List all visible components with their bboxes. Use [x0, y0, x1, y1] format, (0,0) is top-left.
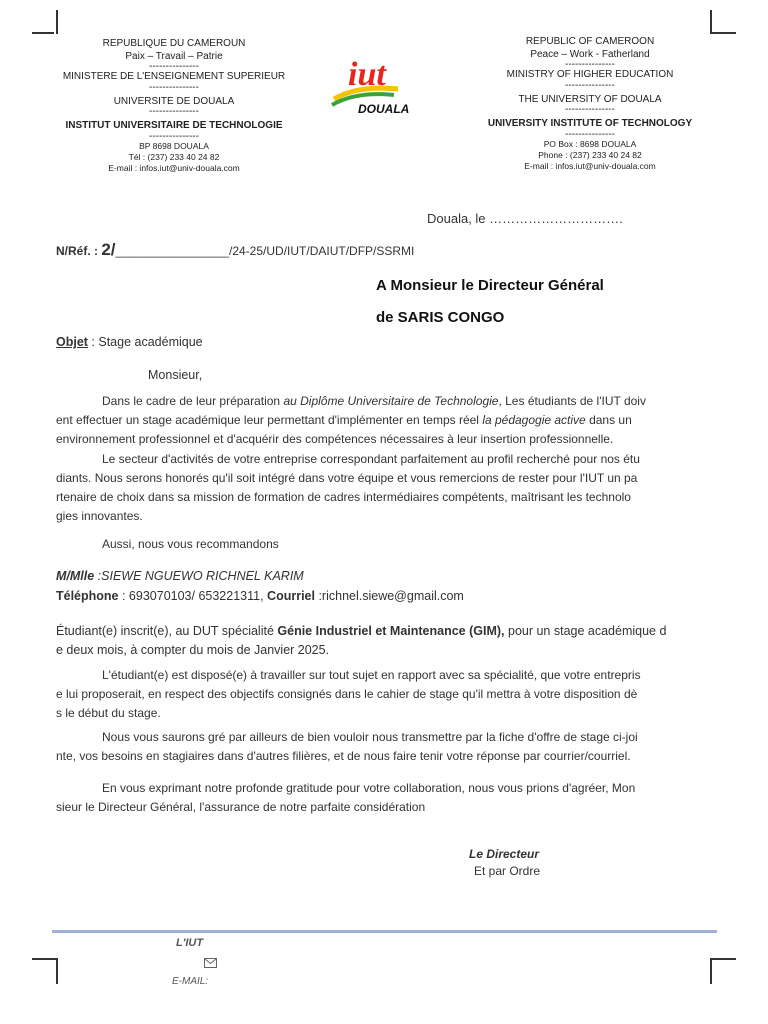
header-english — [470, 36, 710, 172]
paragraph-sector — [56, 450, 716, 526]
header-line: Paix – Travail – Patrie — [125, 50, 223, 62]
corner-mark-top-right — [710, 10, 712, 34]
text-line: e deux mois, à compter du mois de Janvier 2025. — [56, 643, 330, 657]
corner-mark-bottom-right — [710, 958, 712, 984]
logo-city: DOUALA — [358, 102, 410, 116]
corner-mark-top-left — [56, 10, 58, 34]
header-address: BP 8698 DOUALA — [139, 140, 209, 151]
object-text: : Stage académique — [87, 335, 203, 349]
recipient-line-1: A Monsieur le Directeur Général — [376, 277, 604, 294]
header-email: E-mail : infos.iut@univ-douala.com — [524, 160, 656, 171]
corner-mark-bottom-left — [56, 958, 58, 984]
signature-sub: Et par Ordre — [474, 864, 541, 878]
envelope-icon — [204, 958, 217, 968]
student-contact-line — [56, 587, 464, 606]
iut-douala-logo — [328, 55, 412, 119]
student-mail: :richnel.siewe@gmail.com — [314, 589, 464, 603]
student-phone: : 693070103/ 653221311, — [118, 589, 268, 603]
header-separator: --------------- — [565, 128, 615, 140]
text-run: Dans le cadre de leur préparation — [102, 394, 284, 408]
text-line: Le secteur d'activités de votre entreprise correspondant parfaitement au profil recherché pour nos étu — [102, 452, 640, 466]
header-line: MINISTERE DE L'ENSEIGNEMENT SUPERIEUR — [62, 71, 286, 82]
text-run: pour un stage académique d — [504, 624, 667, 638]
text-line: e lui proposerait, en respect des objectifs consignés dans le cahier de stage qu'il mettra à votre disposition dè — [56, 687, 638, 701]
paragraph-request — [56, 728, 716, 766]
text-line: environnement professionnel et d'acquérir des compétences nécessaires à leur insertion professionnelle. — [56, 432, 614, 446]
text-line: En vous exprimant notre profonde gratitude pour votre collaboration, nous vous prions d'agréer, Mon — [102, 781, 636, 795]
text-run: Étudiant(e) inscrit(e), au DUT spécialité — [56, 624, 278, 638]
header-phone: Phone : (237) 233 40 24 82 — [538, 149, 642, 160]
header-separator: --------------- — [565, 104, 615, 115]
header-line: INSTITUT UNIVERSITAIRE DE TECHNOLOGIE — [65, 120, 283, 131]
signature-title: Le Directeur — [469, 847, 540, 861]
footer-org: L'IUT — [176, 937, 204, 949]
header-line: MINISTRY OF HIGHER EDUCATION — [506, 69, 674, 80]
student-mail-label: Courriel — [267, 589, 315, 603]
reference-label: N/Réf. : — [56, 244, 98, 258]
student-phone-label: Téléphone — [56, 589, 119, 603]
header-line: REPUBLIC OF CAMEROON — [525, 36, 655, 47]
recipient-line-2: de SARIS CONGO — [376, 309, 505, 326]
paragraph-intro — [56, 392, 716, 449]
text-line: s le début du stage. — [56, 706, 161, 720]
header-address: PO Box : 8698 DOUALA — [543, 138, 637, 149]
text-run: dans un — [585, 413, 632, 427]
header-line: THE UNIVERSITY OF DOUALA — [518, 93, 662, 105]
text-run: au Diplôme Universitaire de Technologie — [283, 394, 499, 408]
recommend-line: Aussi, nous vous recommandons — [102, 537, 279, 551]
header-line: REPUBLIQUE DU CAMEROUN — [102, 38, 246, 49]
object-label: Objet — [56, 335, 88, 349]
reference-line — [56, 240, 414, 261]
header-line: UNIVERSITE DE DOUALA — [113, 95, 235, 107]
footer-divider — [52, 930, 717, 933]
paragraph-availability — [56, 666, 716, 723]
header-separator: --------------- — [149, 130, 199, 142]
corner-mark-top-left — [32, 32, 54, 34]
salutation: Monsieur, — [148, 368, 203, 382]
header-phone: Tél : (237) 233 40 24 82 — [128, 151, 220, 162]
header-separator: --------------- — [565, 79, 615, 91]
text-run: ent effectuer un stage académique leur permettant d'implémenter en temps réel — [56, 413, 483, 427]
text-line: diants. Nous serons honorés qu'il soit intégré dans votre équipe et vous remercions de rester pour l'IUT un pa — [56, 471, 638, 485]
object-line — [56, 333, 203, 352]
place-date: Douala, le …………………………. — [427, 211, 623, 226]
text-line: sieur le Directeur Général, l'assurance de notre parfaite considération — [56, 800, 426, 814]
header-separator: --------------- — [565, 59, 615, 70]
text-line: L'étudiant(e) est disposé(e) à travailler sur tout sujet en rapport avec sa spécialité, que votre entrepris — [102, 668, 641, 682]
header-separator: --------------- — [149, 81, 199, 93]
text-line: Nous vous saurons gré par ailleurs de bien vouloir nous transmettre par la fiche d'offre de stage ci-joi — [102, 730, 638, 744]
corner-mark-bottom-right — [712, 958, 736, 960]
header-separator: --------------- — [149, 106, 199, 117]
header-line: Peace – Work - Fatherland — [530, 48, 650, 60]
footer-email-label: E-MAIL: — [172, 976, 209, 987]
header-line: UNIVERSITY INSTITUTE OF TECHNOLOGY — [487, 118, 693, 129]
header-email: E-mail : infos.iut@univ-douala.com — [108, 162, 240, 173]
corner-mark-top-right — [712, 32, 736, 34]
paragraph-closing — [56, 779, 716, 817]
header-french — [50, 38, 298, 174]
text-run: Génie Industriel et Maintenance (GIM), — [277, 624, 505, 638]
text-line: nte, vos besoins en stagiaires dans d'autres filières, et de nous faire tenir votre réponse par courrier/courriel. — [56, 749, 631, 763]
header-separator: --------------- — [149, 61, 199, 72]
corner-mark-bottom-left — [32, 958, 56, 960]
student-name: :SIEWE NGUEWO RICHNEL KARIM — [94, 569, 304, 583]
student-name-line — [56, 567, 304, 586]
reference-blank: _________________ — [115, 244, 229, 258]
text-line: gies innovantes. — [56, 509, 143, 523]
paragraph-enrolment — [56, 622, 716, 660]
text-line: rtenaire de choix dans sa mission de formation de cadres intermédiaires compétents, maîtrisant les technolo — [56, 490, 631, 504]
text-run: , Les étudiants de l'IUT doiv — [498, 394, 646, 408]
reference-suffix: /24-25/UD/IUT/DAIUT/DFP/SSRMI — [229, 244, 415, 258]
reference-number: 2/ — [101, 240, 116, 259]
student-name-label: M/Mlle — [56, 569, 95, 583]
text-run: la pédagogie active — [482, 413, 586, 427]
logo-word: iut — [348, 56, 386, 93]
